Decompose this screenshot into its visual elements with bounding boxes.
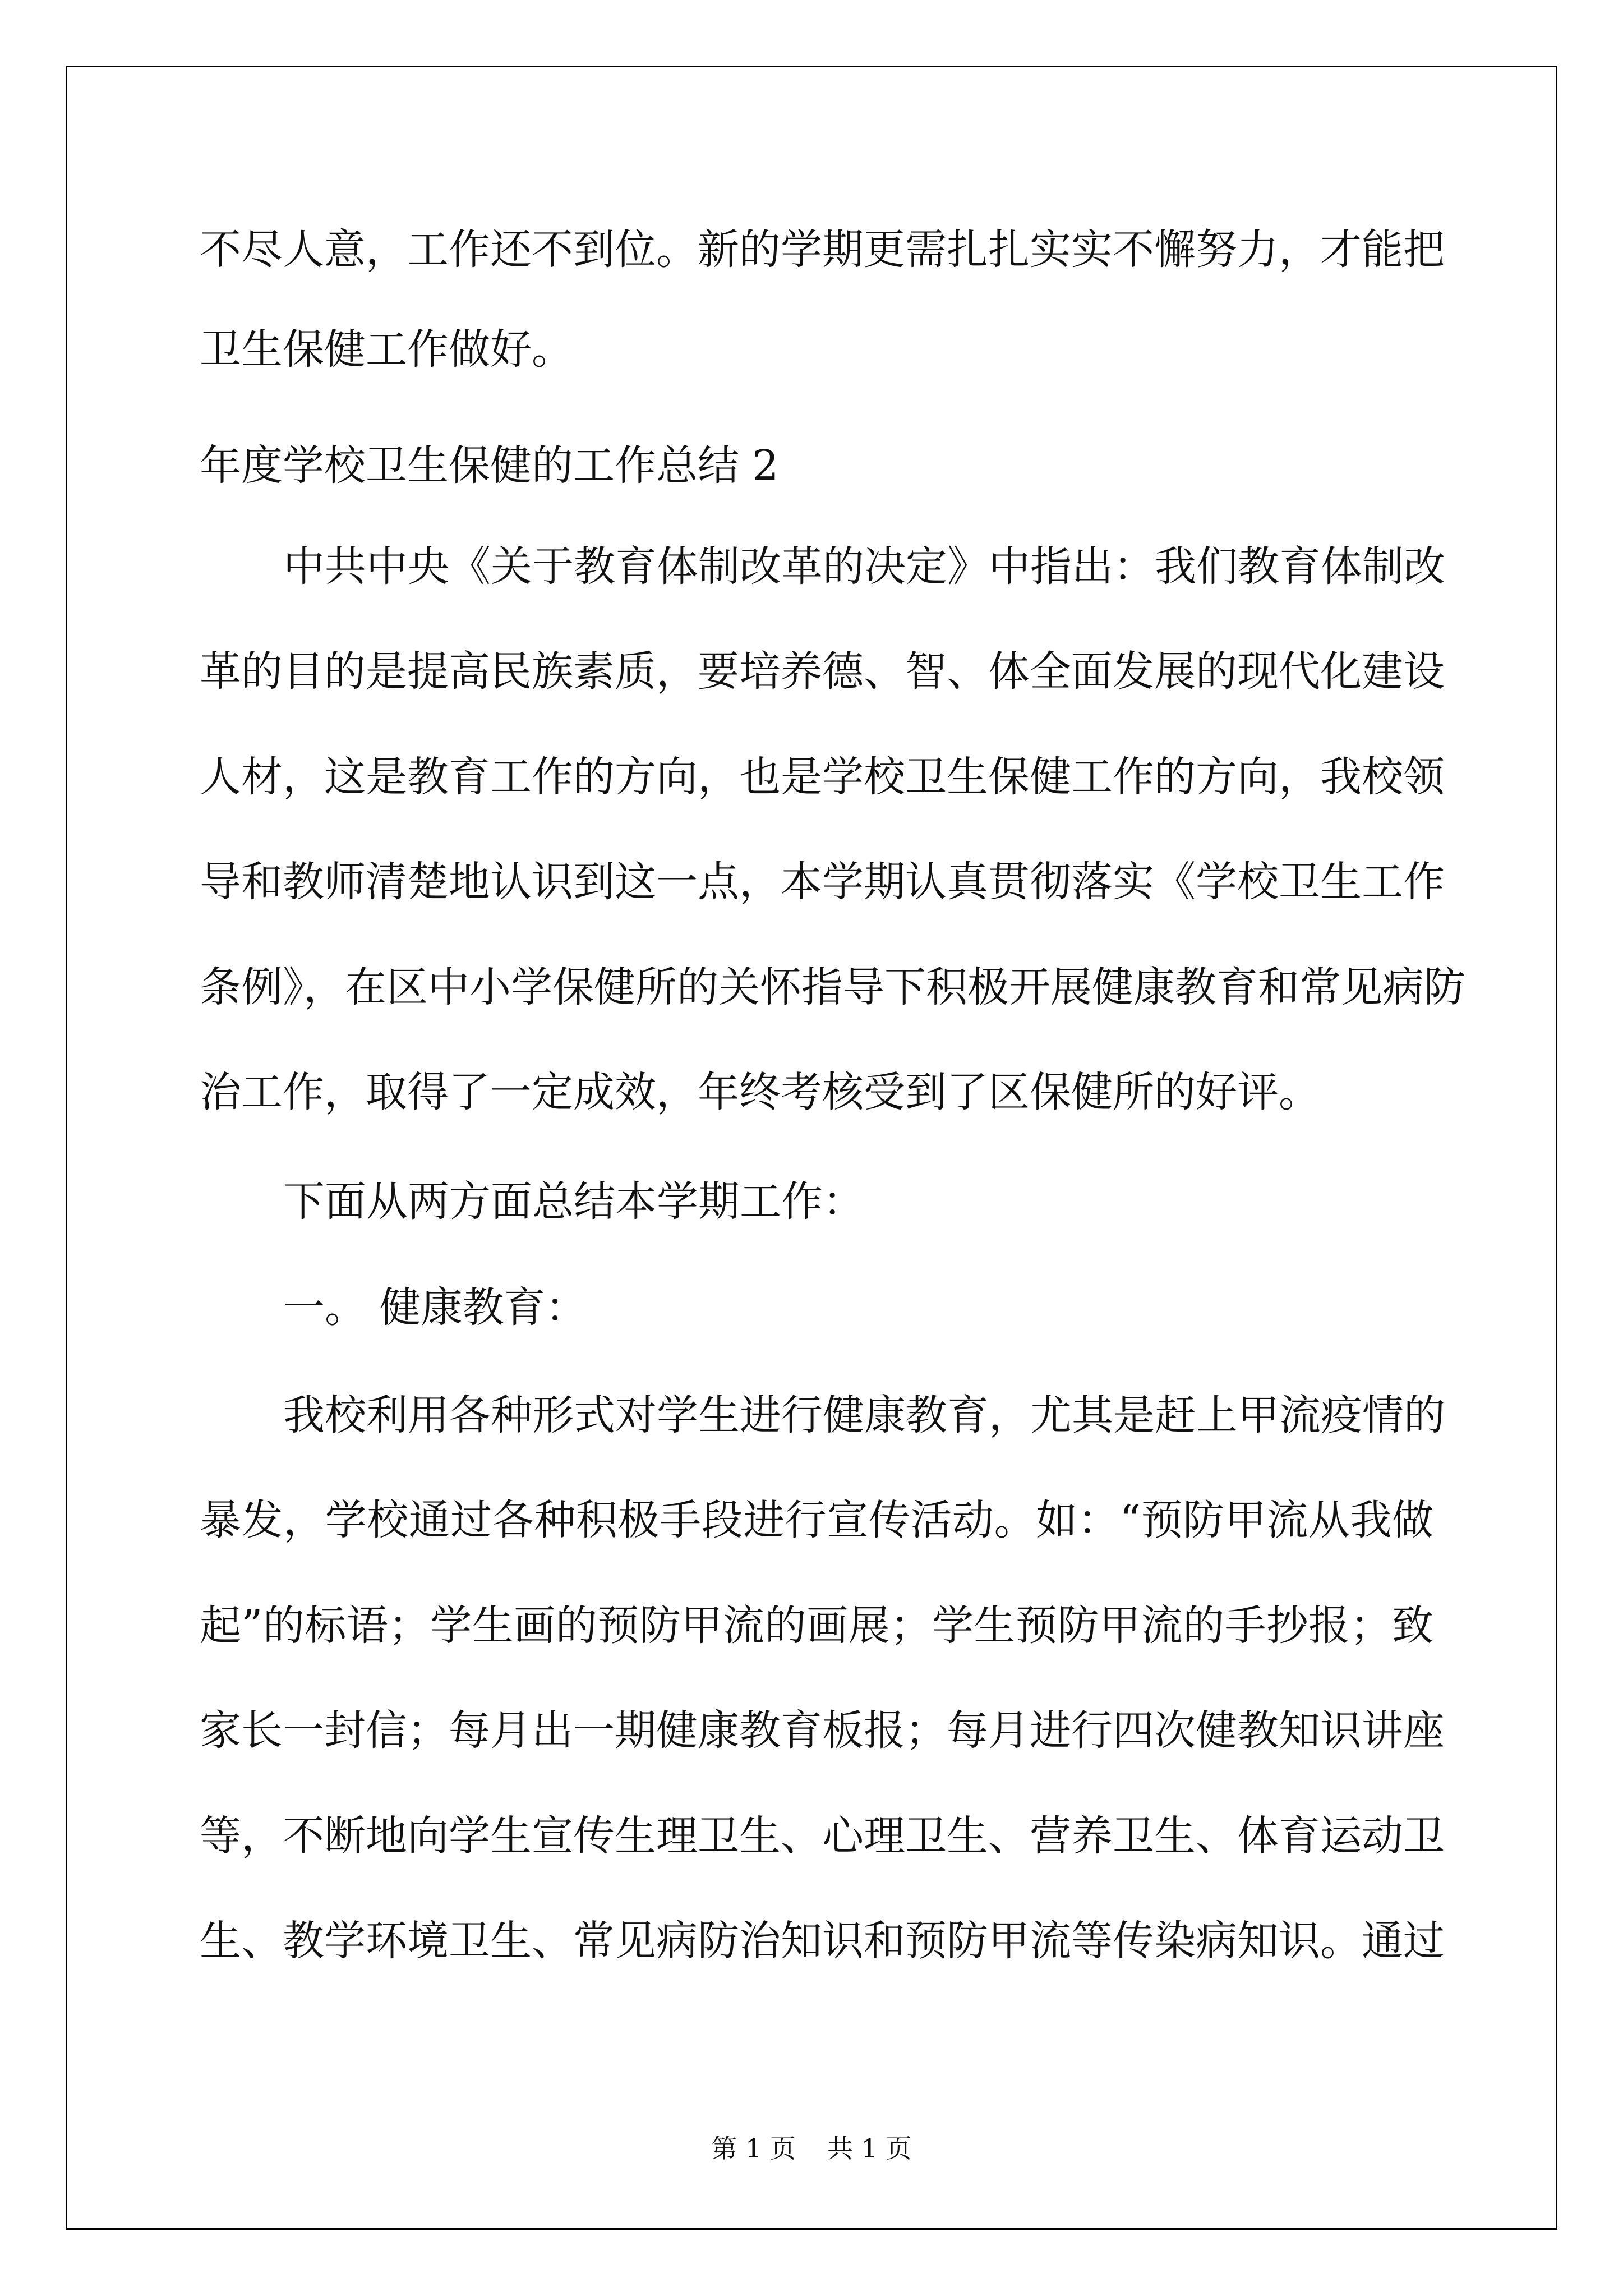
paragraph-line: 条例》，在区中小学保健所的关怀指导下积极开展健康教育和常见病防 <box>200 963 1465 1011</box>
section-title: 年度学校卫生保健的工作总结 2 <box>200 441 779 490</box>
page-total: 共 1 页 <box>827 2133 912 2164</box>
paragraph-line: 导和教师清楚地认识到这一点，本学期认真贯彻落实《学校卫生工作 <box>200 858 1445 906</box>
page-footer <box>0 2132 1623 2165</box>
paragraph-line: 人材，这是教育工作的方向，也是学校卫生保健工作的方向，我校领 <box>200 753 1445 801</box>
paragraph-line: 下面从两方面总结本学期工作： <box>283 1177 864 1226</box>
paragraph-line: 卫生保健工作做好。 <box>200 325 573 374</box>
paragraph-line: 不尽人意，工作还不到位。新的学期更需扎扎实实不懈努力，才能把 <box>200 226 1445 274</box>
paragraph-line: 革的目的是提高民族素质，要培养德、智、体全面发展的现代化建设 <box>200 647 1445 696</box>
paragraph-line: 暴发，学校通过各种积极手段进行宣传活动。如：“预防甲流从我做 <box>200 1496 1433 1544</box>
page-number: 第 1 页 <box>711 2133 796 2164</box>
paragraph-line: 家长一封信；每月出一期健康教育板报；每月进行四次健教知识讲座 <box>200 1706 1445 1755</box>
paragraph-line: 生、教学环境卫生、常见病防治知识和预防甲流等传染病知识。通过 <box>200 1917 1445 1965</box>
paragraph-line: 治工作，取得了一定成效，年终考核受到了区保健所的好评。 <box>200 1068 1320 1116</box>
paragraph-line: 我校利用各种形式对学生进行健康教育，尤其是赶上甲流疫情的 <box>283 1391 1445 1439</box>
paragraph-line: 中共中央《关于教育体制改革的决定》中指出：我们教育体制改 <box>283 542 1445 591</box>
paragraph-line: 等，不断地向学生宣传生理卫生、心理卫生、营养卫生、体育运动卫 <box>200 1812 1445 1860</box>
subheading: 一。 健康教育： <box>283 1283 587 1332</box>
paragraph-line: 起”的标语；学生画的预防甲流的画展；学生预防甲流的手抄报；致 <box>200 1602 1433 1650</box>
page-border <box>66 66 1557 2230</box>
